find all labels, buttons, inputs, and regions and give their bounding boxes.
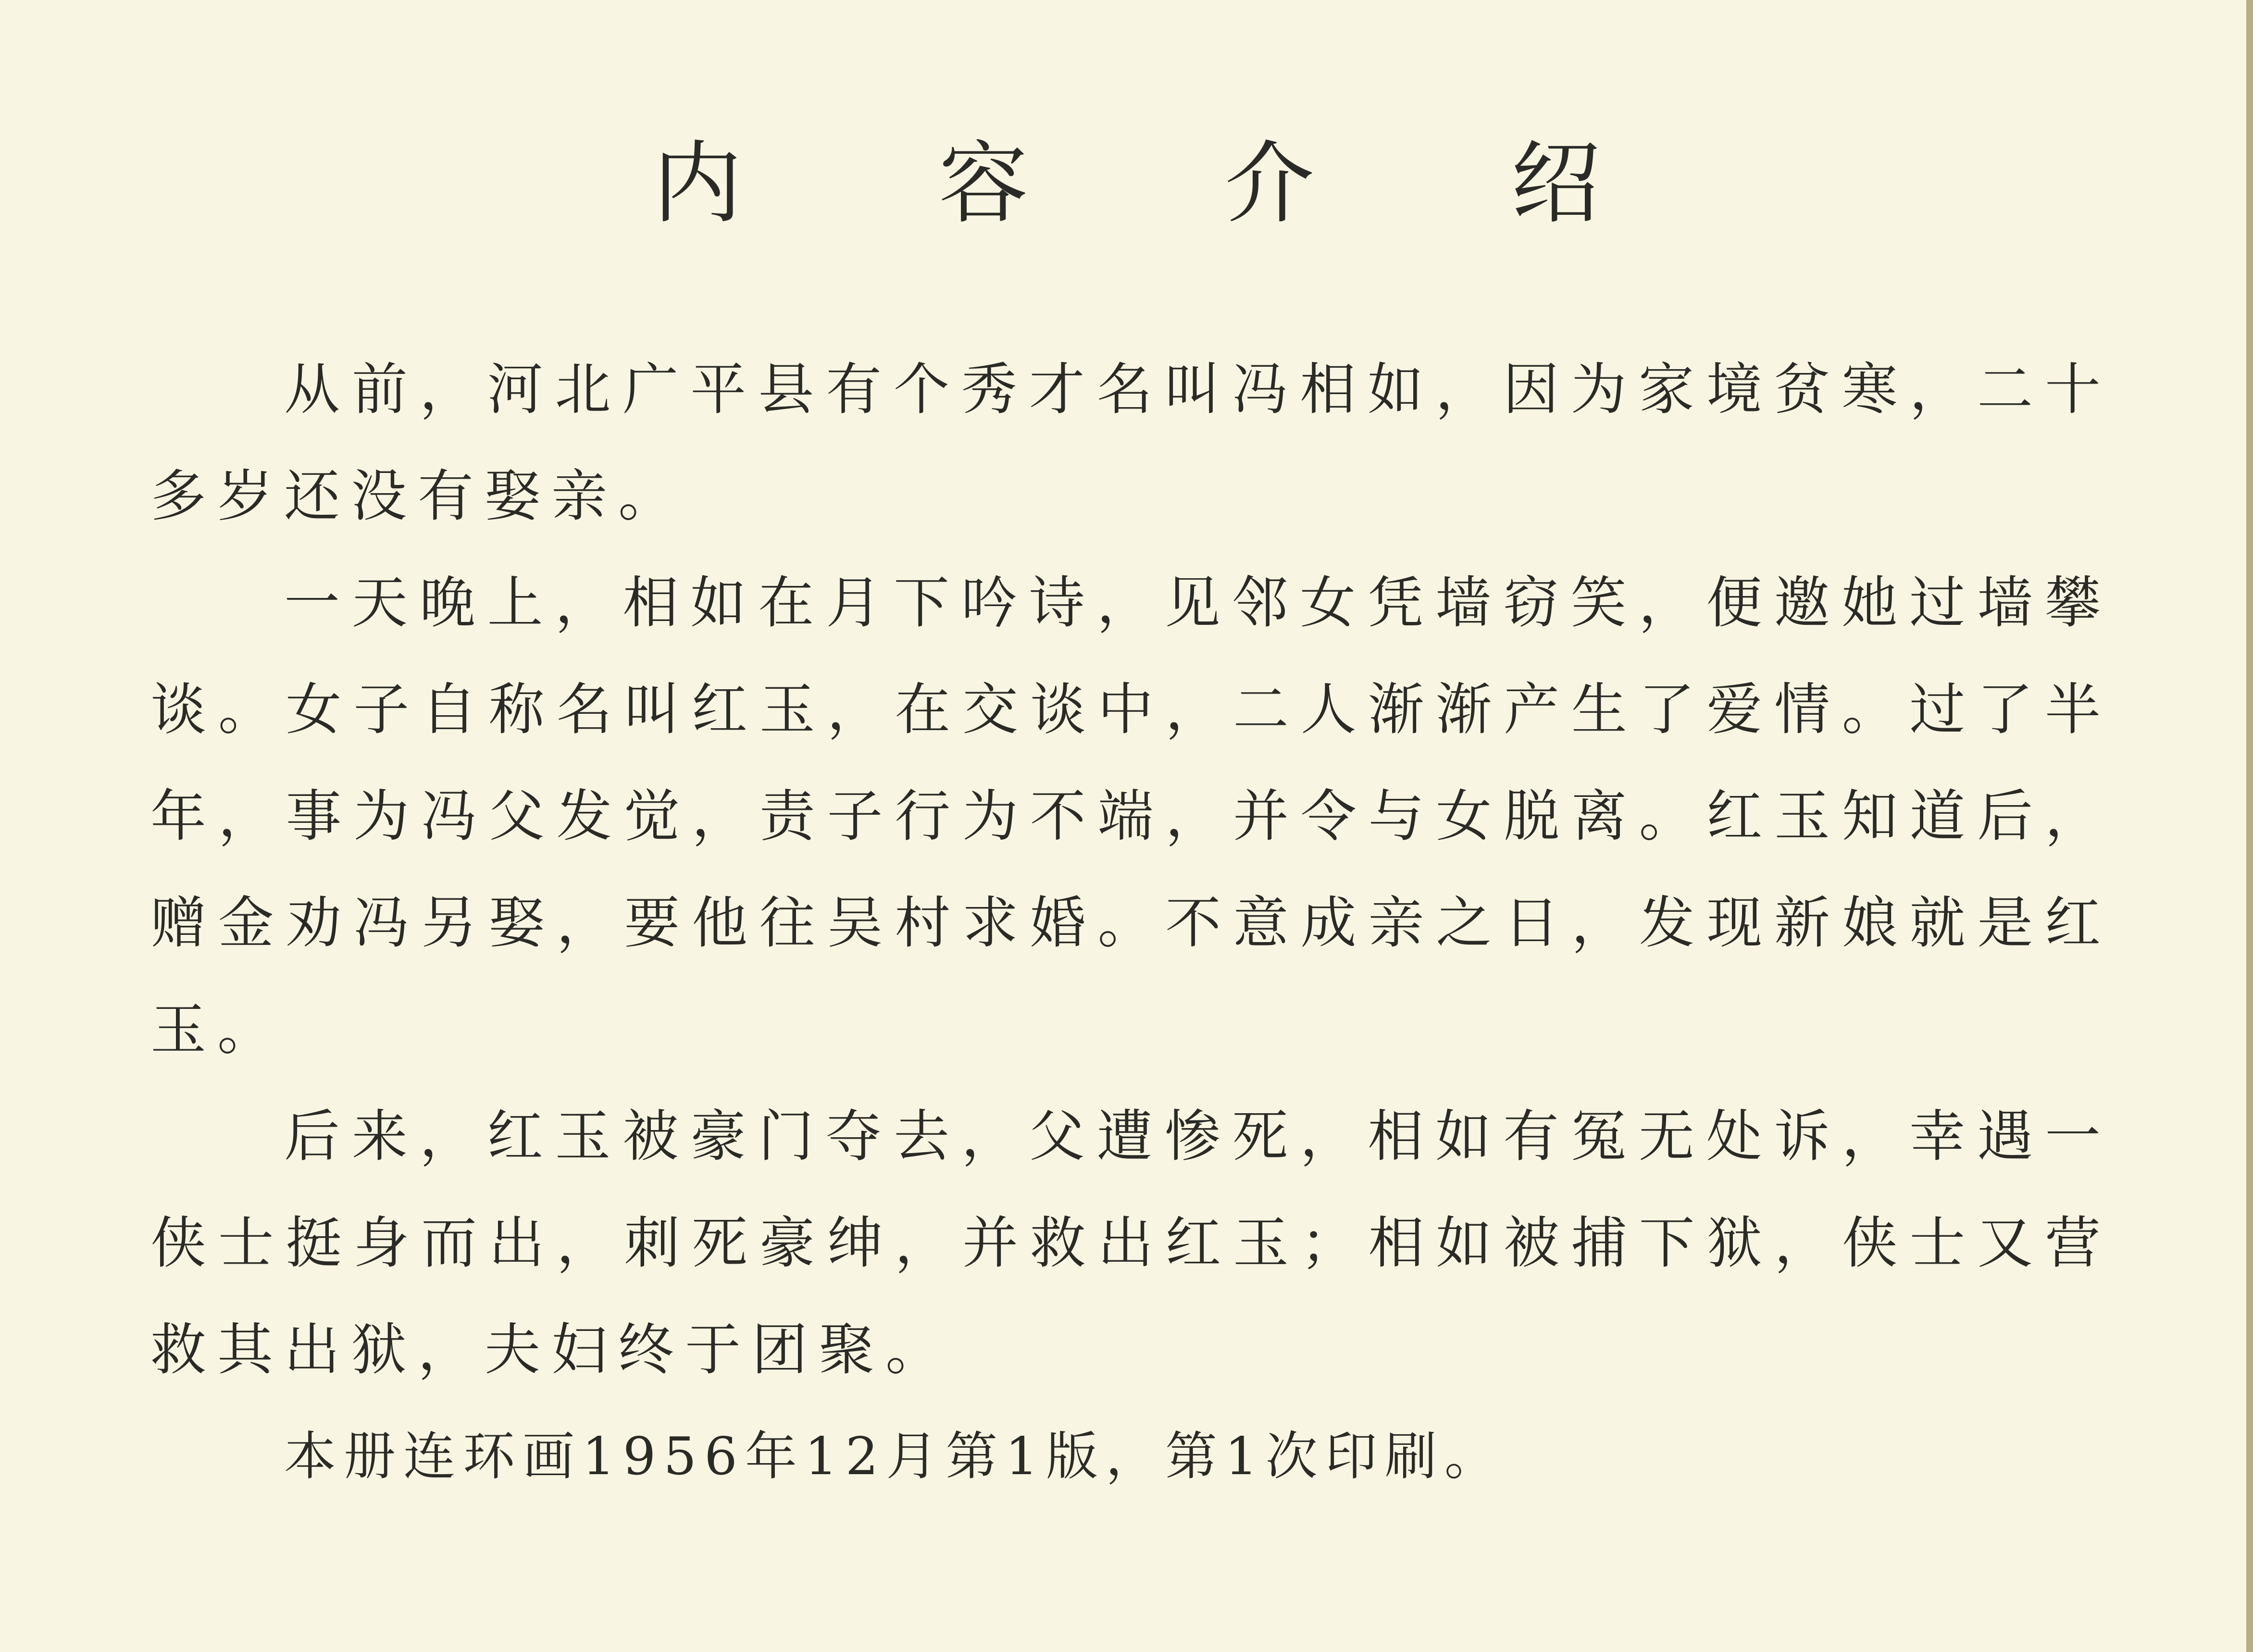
paragraph-intro: 从前，河北广平县有个秀才名叫冯相如，因为家境贫寒，二十多岁还没有娶亲。 <box>150 357 2112 529</box>
paragraph-resolution: 后来，红玉被豪门夺去，父遭惨死，相如有冤无处诉，幸遇一侠士挺身而出，刺死豪绅，并救出红玉；相如被捕下狱，侠士又营救其出狱，夫妇终于团聚。 <box>150 1104 2112 1382</box>
synopsis-body <box>150 336 2112 1510</box>
paragraph-romance: 一天晚上，相如在月下吟诗，见邻女凭墙窃笑，便邀她过墙攀谈。女子自称名叫红玉，在交谈中，二人渐渐产生了爱情。过了半年，事为冯父发觉，责子行为不端，并令与女脱离。红玉知道后，赠金劝冯另娶，要他往吴村求婚。不意成亲之日，发现新娘就是红玉。 <box>150 571 2112 1062</box>
edition-note: 本册连环画1956年12月第1版，第1次印刷。 <box>284 1427 1504 1487</box>
page-title: 内 容 介 绍 <box>652 131 1685 236</box>
page-edge <box>2246 0 2253 1652</box>
